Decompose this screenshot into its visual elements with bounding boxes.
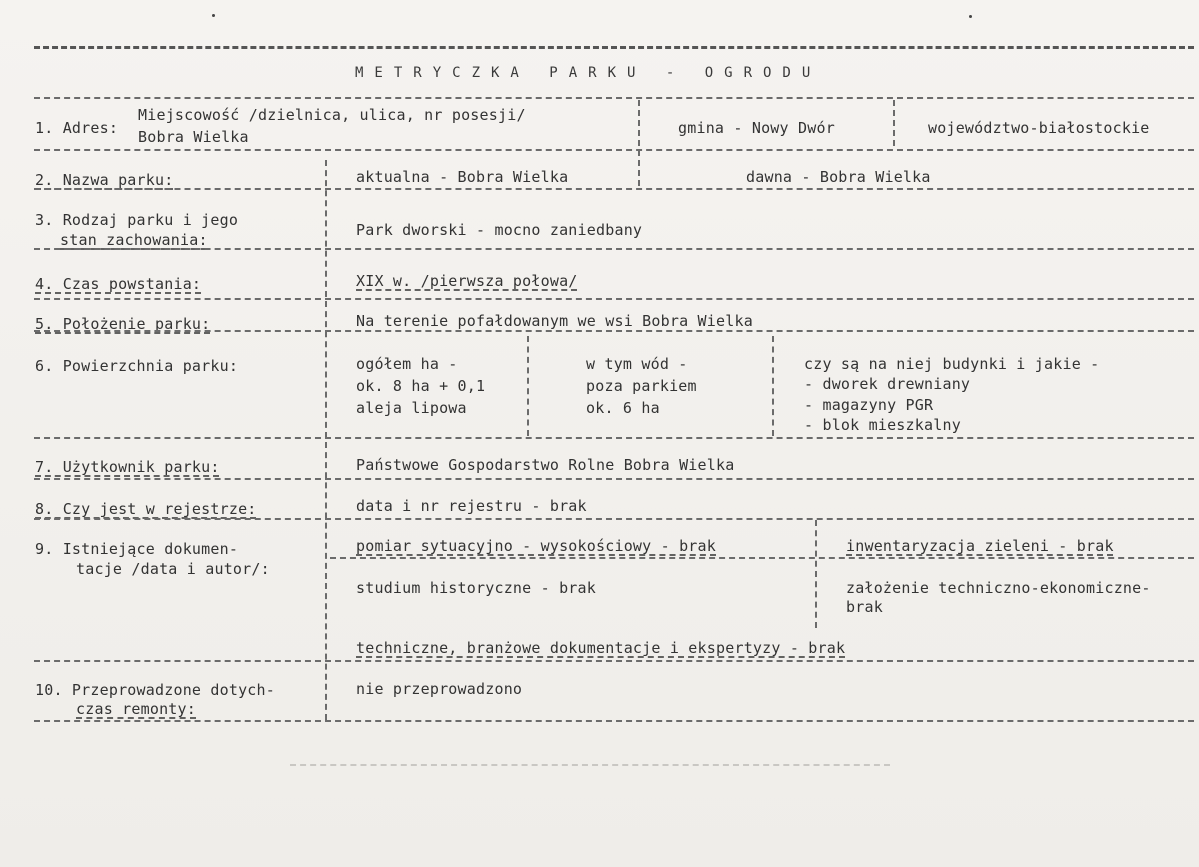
row9-zalozenie-line1: założenie techniczno-ekonomiczne- — [846, 579, 1151, 597]
row9-inwentaryzacja: inwentaryzacja zieleni - brak — [846, 537, 1114, 555]
rule-row7-bottom — [34, 478, 1194, 480]
rule-row9-inner — [330, 557, 1194, 559]
row9-studium: studium historyczne - brak — [356, 579, 596, 597]
row3-label-line1: 3. Rodzaj parku i jego — [35, 211, 239, 229]
row6-ogolem-line1: ogółem ha - — [356, 355, 458, 373]
row6-label: 6. Powierzchnia parku: — [35, 357, 239, 375]
row1-label: 1. Adres: — [35, 119, 119, 137]
col-divider — [527, 336, 529, 436]
paper-speck — [969, 15, 972, 18]
rule-row3-bottom — [34, 248, 1194, 250]
row10-label-line1: 10. Przeprowadzone dotych- — [35, 681, 275, 699]
row2-label: 2. Nazwa parku: — [35, 171, 174, 189]
row6-ogolem-line2: ok. 8 ha + 0,1 — [356, 377, 486, 395]
row3-label-line2: stan zachowania: — [60, 231, 208, 249]
row1-gmina: gmina - Nowy Dwór — [678, 119, 835, 137]
row6-ogolem-line3: aleja lipowa — [356, 399, 467, 417]
rule-row2-bottom — [34, 188, 1194, 190]
row8-value: data i nr rejestru - brak — [356, 497, 587, 515]
rule-row9-bottom — [34, 660, 1194, 662]
row1-field-value: Bobra Wielka — [138, 128, 249, 146]
row2-dawna: dawna - Bobra Wielka — [746, 168, 931, 186]
row10-value: nie przeprowadzono — [356, 680, 523, 698]
row1-field-label: Miejscowość /dzielnica, ulica, nr posesji/ — [138, 106, 526, 124]
row9-zalozenie-line2: brak — [846, 598, 883, 616]
row1-wojewodztwo: województwo-białostockie — [928, 119, 1150, 137]
row6-wod-line3: ok. 6 ha — [586, 399, 660, 417]
row6-budynki-line4: - blok mieszkalny — [804, 416, 961, 434]
rule-row10-bottom — [34, 720, 1194, 722]
row9-label-line2: tacje /data i autor/: — [76, 560, 270, 578]
rule-row1-top — [34, 97, 1194, 99]
row5-label: 5. Położenie parku: — [35, 315, 211, 333]
row6-wod-line1: w tym wód - — [586, 355, 688, 373]
row5-value: Na terenie pofałdowanym we wsi Bobra Wielka — [356, 312, 753, 330]
rule-row4-bottom — [34, 298, 1194, 300]
row4-label: 4. Czas powstania: — [35, 275, 202, 293]
rule-row8-bottom — [34, 518, 1194, 520]
row6-wod-line2: poza parkiem — [586, 377, 697, 395]
row7-label: 7. Użytkownik parku: — [35, 458, 220, 476]
rule-row1-bottom — [34, 149, 1194, 151]
row6-budynki-line3: - magazyny PGR — [804, 396, 934, 414]
row9-techniczne: techniczne, branżowe dokumentacje i ekspertyzy - brak — [356, 639, 846, 657]
col-divider — [815, 520, 817, 628]
faint-rule — [290, 764, 890, 766]
row7-value: Państwowe Gospodarstwo Rolne Bobra Wielka — [356, 456, 735, 474]
col-divider — [772, 336, 774, 436]
row9-pomiar: pomiar sytuacyjno - wysokościowy - brak — [356, 537, 716, 555]
col-divider — [638, 100, 640, 186]
rule-row5-bottom — [34, 330, 1194, 332]
row2-aktualna: aktualna - Bobra Wielka — [356, 168, 569, 186]
row9-label-line1: 9. Istniejące dokumen- — [35, 540, 239, 558]
row10-label-line2: czas remonty: — [76, 700, 196, 718]
row8-label: 8. Czy jest w rejestrze: — [35, 500, 257, 518]
form-title: METRYCZKA PARKU - OGRODU — [355, 65, 822, 81]
rule-row6-bottom — [34, 437, 1194, 439]
row4-value: XIX w. /pierwsza połowa/ — [356, 272, 578, 290]
row6-budynki-line2: - dworek drewniany — [804, 375, 971, 393]
label-column-divider — [325, 160, 327, 720]
paper-speck — [212, 14, 215, 17]
row3-value: Park dworski - mocno zaniedbany — [356, 221, 643, 239]
top-rule — [34, 46, 1194, 49]
row6-budynki-line1: czy są na niej budynki i jakie - — [804, 355, 1100, 373]
col-divider — [893, 100, 895, 146]
